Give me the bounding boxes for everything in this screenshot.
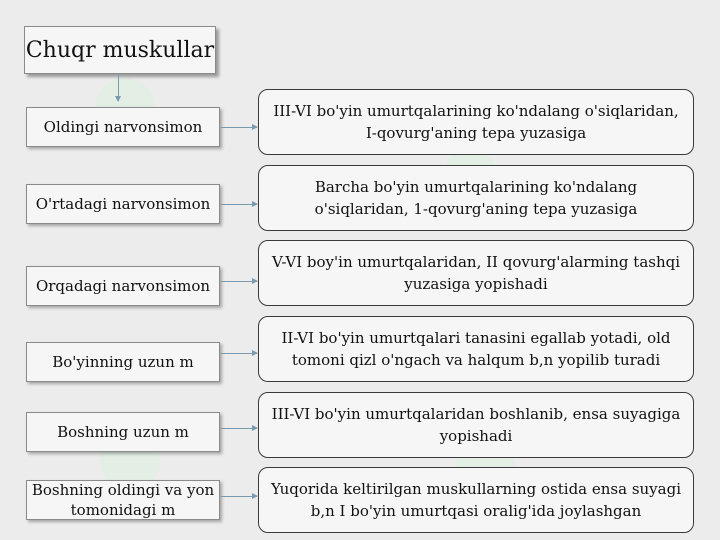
muscle-box-4 (26, 342, 220, 382)
muscle-box-3 (26, 266, 220, 306)
muscle-box-1 (26, 107, 220, 147)
muscle-description: II-VI bo'yin umurtqalari tanasini egallab yotadi, old tomoni qizl o'ngach va halqum b,n yopilib turadi (281, 329, 671, 369)
description-box-3 (258, 240, 694, 306)
diagram-title: Chuqr muskullar (25, 37, 215, 63)
connector-arrow (221, 127, 257, 128)
connector-arrow (221, 496, 257, 497)
description-box-5 (258, 392, 694, 458)
muscle-name: Oldingi narvonsimon (43, 118, 203, 136)
description-box-1 (258, 89, 694, 155)
muscle-box-5 (26, 412, 220, 452)
connector-arrow (221, 353, 257, 354)
description-box-6 (258, 467, 694, 533)
muscle-name: Boshning uzun m (57, 423, 189, 441)
description-box-4 (258, 316, 694, 382)
description-box-2 (258, 165, 694, 231)
title-connector (118, 73, 119, 101)
muscle-description: Barcha bo'yin umurtqalarining ko'ndalang o'siqlaridan, 1-qovurg'aning tepa yuzasiga (314, 178, 638, 218)
muscle-name: O'rtadagi narvonsimon (35, 195, 211, 213)
muscle-description: Yuqorida keltirilgan muskullarning ostida ensa suyagi b,n I bo'yin umurtqasi oralig'ida joylashgan (270, 480, 682, 520)
muscle-box-6 (26, 480, 220, 520)
muscle-name: Bo'yinning uzun m (52, 353, 194, 371)
muscle-name: Boshning oldingi va yon tomonidagi m (31, 481, 215, 519)
muscle-box-2 (26, 184, 220, 224)
title-box (24, 26, 216, 74)
connector-arrow (221, 204, 257, 205)
muscle-description: V-VI boy'in umurtqalaridan, II qovurg'alarming tashqi yuzasiga yopishadi (271, 253, 681, 293)
connector-arrow (221, 428, 257, 429)
muscle-description: III-VI bo'yin umurtqalaridan boshlanib, ensa suyagiga yopishadi (271, 405, 681, 445)
connector-arrow (221, 281, 257, 282)
muscle-name: Orqadagi narvonsimon (35, 277, 211, 295)
muscle-description: III-VI bo'yin umurtqalarining ko'ndalang o'siqlaridan, I-qovurg'aning tepa yuzasiga (273, 102, 679, 142)
